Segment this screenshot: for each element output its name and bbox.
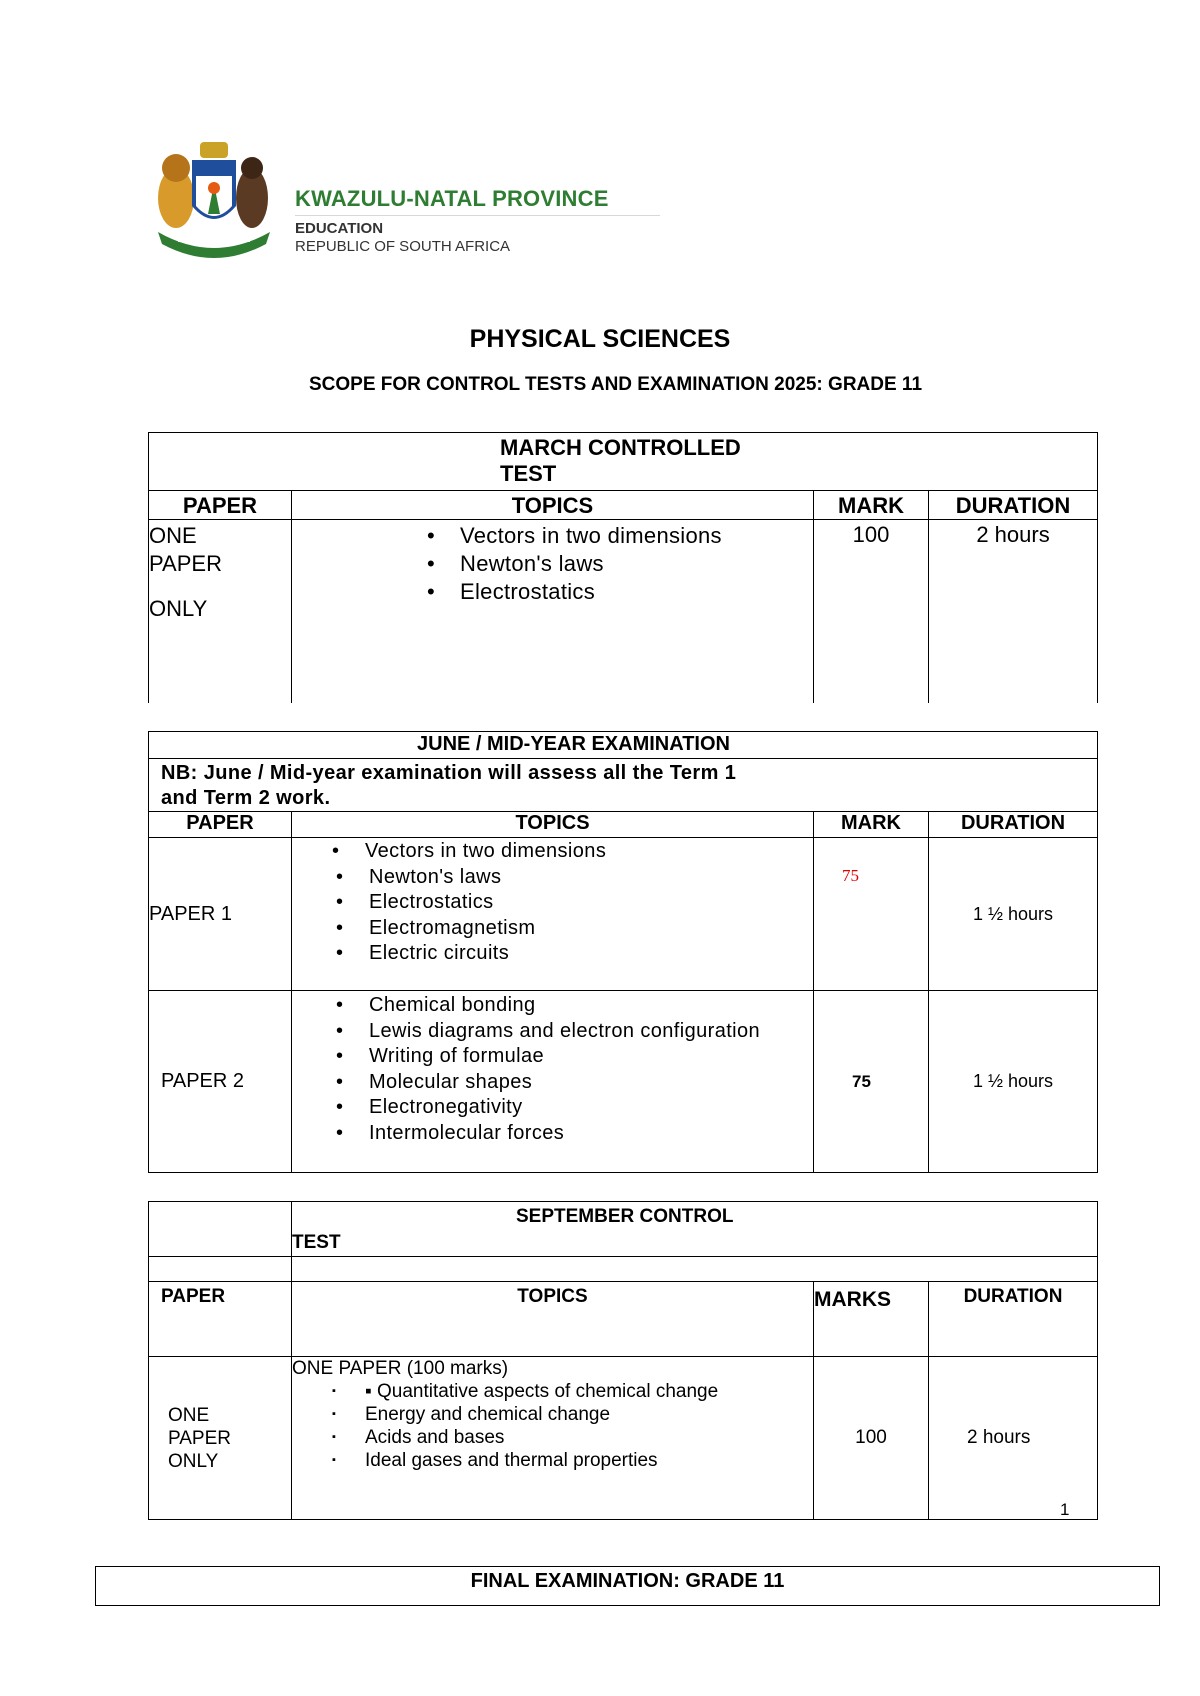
september-title-line1: SEPTEMBER CONTROL bbox=[516, 1206, 734, 1227]
list-item: ▪ Energy and chemical change bbox=[365, 1403, 813, 1426]
march-title-line1: MARCH CONTROLLED bbox=[500, 435, 741, 460]
june-paper1-duration-cell bbox=[929, 838, 1098, 991]
june-paper1-label: PAPER 1 bbox=[149, 902, 232, 925]
september-topics-cell bbox=[292, 1357, 814, 1520]
list-item: • Electromagnetism bbox=[369, 916, 813, 942]
page-title: PHYSICAL SCIENCES bbox=[469, 325, 731, 353]
september-paper-line1: ONE bbox=[168, 1404, 210, 1426]
september-mark-cell bbox=[814, 1357, 929, 1520]
september-spacer-cell-wide bbox=[292, 1257, 1098, 1282]
june-exam-table bbox=[148, 731, 1098, 1173]
list-item: ▪ Ideal gases and thermal properties bbox=[365, 1449, 813, 1472]
march-paper-line3: ONLY bbox=[149, 596, 208, 621]
september-mark: 100 bbox=[855, 1427, 887, 1448]
march-paper-cell bbox=[149, 520, 292, 703]
march-col-mark: MARK bbox=[814, 491, 929, 520]
province-name: KWAZULU-NATAL PROVINCE bbox=[295, 186, 609, 211]
june-col-paper: PAPER bbox=[149, 812, 292, 838]
june-paper1-duration: 1 ½ hours bbox=[972, 903, 1054, 924]
list-item: • Molecular shapes bbox=[369, 1070, 813, 1096]
september-spacer-cell bbox=[149, 1257, 292, 1282]
september-test-table bbox=[148, 1201, 1098, 1520]
march-col-topics: TOPICS bbox=[292, 491, 814, 520]
september-col-marks: MARKS bbox=[814, 1282, 929, 1357]
march-topics-cell bbox=[292, 520, 814, 703]
list-item: • Vectors in two dimensions bbox=[460, 522, 813, 550]
list-item: • Chemical bonding bbox=[369, 993, 813, 1019]
september-paper-cell bbox=[149, 1357, 292, 1520]
june-paper2-duration: 1 ½ hours bbox=[972, 1071, 1054, 1091]
september-duration-cell bbox=[929, 1357, 1098, 1520]
june-paper2-mark-cell bbox=[814, 991, 929, 1173]
june-paper2-cell bbox=[149, 991, 292, 1173]
final-exam-title: FINAL EXAMINATION: GRADE 11 bbox=[470, 1570, 785, 1592]
september-col-paper: PAPER bbox=[149, 1282, 292, 1357]
country-name: REPUBLIC OF SOUTH AFRICA bbox=[295, 238, 511, 255]
march-paper-line2: PAPER bbox=[149, 551, 222, 576]
list-item: ▪ ▪ Quantitative aspects of chemical change bbox=[365, 1380, 813, 1403]
september-title-cell bbox=[292, 1202, 1098, 1257]
march-title-cell bbox=[149, 433, 1098, 491]
september-paper-line2: PAPER bbox=[168, 1427, 232, 1449]
list-item: • Newton's laws bbox=[460, 550, 813, 578]
page-subtitle: SCOPE FOR CONTROL TESTS AND EXAMINATION 2025: GRADE 11 bbox=[309, 374, 923, 395]
june-paper1-mark: 75 bbox=[842, 866, 859, 885]
september-col-topics: TOPICS bbox=[292, 1282, 814, 1357]
march-paper-line1: ONE bbox=[149, 523, 197, 548]
june-col-duration: DURATION bbox=[929, 812, 1098, 838]
page-number: 1 bbox=[1060, 1500, 1070, 1519]
june-col-mark: MARK bbox=[814, 812, 929, 838]
list-item: • Intermolecular forces bbox=[369, 1121, 813, 1147]
june-paper1-mark-cell bbox=[814, 838, 929, 991]
list-item: • Electrostatics bbox=[369, 890, 813, 916]
june-paper2-duration-cell bbox=[929, 991, 1098, 1173]
september-topics-heading: ONE PAPER (100 marks) bbox=[292, 1358, 509, 1379]
list-item: • Lewis diagrams and electron configuration bbox=[369, 1019, 813, 1045]
september-paper-line3: ONLY bbox=[168, 1450, 219, 1472]
june-note-cell bbox=[149, 759, 1098, 812]
list-item: • Vectors in two dimensions bbox=[365, 839, 809, 865]
march-col-paper: PAPER bbox=[149, 491, 292, 520]
june-title: JUNE / MID-YEAR EXAMINATION bbox=[417, 733, 730, 755]
june-title-cell bbox=[149, 732, 1098, 759]
list-item: • Electric circuits bbox=[369, 941, 813, 967]
march-duration: 2 hours bbox=[976, 522, 1050, 547]
september-title-line2: TEST bbox=[292, 1232, 341, 1253]
september-blank-cell bbox=[149, 1202, 292, 1257]
june-paper1-topics-cell bbox=[292, 838, 814, 991]
march-col-duration: DURATION bbox=[929, 491, 1098, 520]
department-name: EDUCATION bbox=[295, 220, 384, 237]
list-item: • Electronegativity bbox=[369, 1095, 813, 1121]
list-item: • Electrostatics bbox=[460, 578, 813, 606]
list-item: ▪ Acids and bases bbox=[365, 1426, 813, 1449]
march-mark-cell bbox=[814, 520, 929, 703]
march-duration-cell bbox=[929, 520, 1098, 703]
march-test-table bbox=[148, 432, 1098, 703]
march-mark: 100 bbox=[852, 522, 890, 547]
june-note-line2: and Term 2 work. bbox=[161, 787, 331, 809]
brand-divider bbox=[295, 215, 660, 216]
june-paper2-label: PAPER 2 bbox=[161, 1070, 244, 1092]
june-col-topics: TOPICS bbox=[292, 812, 814, 838]
coat-of-arms-logo bbox=[148, 136, 278, 266]
june-paper1-cell bbox=[149, 838, 292, 991]
september-col-duration: DURATION bbox=[929, 1282, 1098, 1357]
june-paper2-mark: 75 bbox=[852, 1071, 871, 1091]
march-title-line2: TEST bbox=[500, 461, 557, 486]
list-item: • Newton's laws bbox=[369, 865, 813, 891]
list-item: • Writing of formulae bbox=[369, 1044, 813, 1070]
june-note-line1: NB: June / Mid-year examination will assess all the Term 1 bbox=[161, 762, 737, 784]
september-duration: 2 hours bbox=[967, 1427, 1031, 1448]
june-paper2-topics-cell bbox=[292, 991, 814, 1173]
